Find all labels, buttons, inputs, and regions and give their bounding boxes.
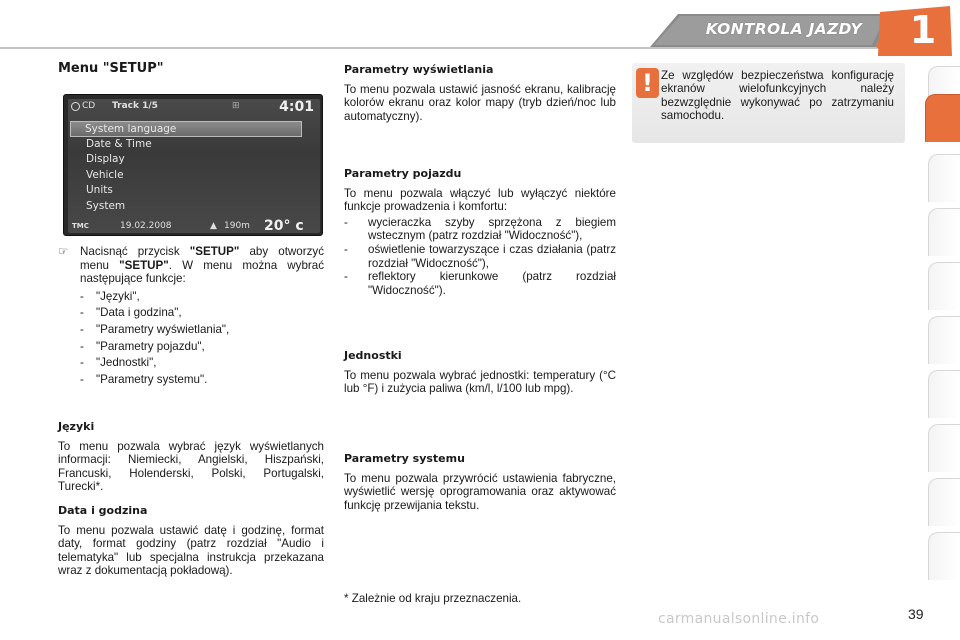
- screen-menu-item: Display: [86, 153, 125, 165]
- footnote: * Zależnie od kraju przeznaczenia.: [344, 592, 522, 605]
- section-data-godzina: [58, 504, 324, 578]
- side-tab[interactable]: [928, 532, 960, 580]
- section-text: To menu pozwala ustawić jasność ekranu, kalibrację kolorów ekranu oraz kolor mapy (tryb dzień/noc lub automatyczny).: [344, 82, 616, 123]
- chapter-header: [0, 0, 960, 60]
- left-column-intro: [58, 245, 324, 389]
- screen-date: 19.02.2008: [120, 221, 172, 231]
- setup-key-label: "SETUP": [119, 258, 169, 272]
- intro-text: aby otworzyć menu: [80, 245, 324, 272]
- intro-instruction: [58, 245, 324, 286]
- setup-screen-image: [63, 94, 323, 236]
- section-title: Menu "SETUP": [58, 61, 164, 76]
- screen-menu-item: Units: [86, 184, 113, 196]
- list-item: - oświetlenie towarzyszące i czas działania (patrz rozdział "Widoczność"),: [344, 242, 616, 270]
- intro-text: Nacisnąć przycisk: [80, 245, 190, 258]
- section-wyswietlanie: [344, 63, 616, 123]
- page-number: 39: [908, 606, 924, 622]
- screen-clock: 4:01: [279, 99, 314, 115]
- section-text: To menu pozwala wybrać jednostki: temperatury (°C lub °F) i zużycia paliwa (km/l, l/100 lub mpg).: [344, 368, 616, 396]
- side-tab[interactable]: [928, 424, 960, 472]
- list-item: - "Parametry pojazdu",: [80, 339, 205, 353]
- screen-menu-item: System: [86, 199, 126, 212]
- screen-menu-item: Date & Time: [86, 137, 152, 150]
- section-heading: Parametry pojazdu: [344, 167, 462, 180]
- chapter-title: KONTROLA JAZDY: [705, 20, 862, 38]
- section-heading: Data i godzina: [58, 504, 148, 517]
- side-tab-active[interactable]: [925, 94, 960, 142]
- list-item: - "Parametry systemu".: [80, 372, 208, 386]
- list-item: - "Parametry wyświetlania",: [80, 322, 230, 336]
- screen-menu-item-selected: System language: [70, 121, 302, 137]
- section-heading: Języki: [58, 420, 95, 433]
- section-heading: Parametry wyświetlania: [344, 63, 494, 76]
- section-jednostki: [344, 349, 616, 396]
- watermark: carmanualsonline.info: [658, 611, 820, 627]
- list-item: - "Języki",: [80, 289, 140, 303]
- warning-text: Ze względów bezpieczeństwa konfigurację ekranów wielofunkcyjnych należy bezwzględnie wykonywać po zatrzymaniu samochodu.: [661, 69, 894, 123]
- section-heading: Parametry systemu: [344, 452, 465, 465]
- section-system: [344, 452, 616, 512]
- list-item: - "Data i godzina",: [80, 306, 182, 320]
- side-tab[interactable]: [928, 154, 960, 202]
- setup-key-label: "SETUP": [189, 245, 240, 258]
- chapter-side-tabs: [928, 66, 960, 576]
- screen-distance: 190m: [224, 221, 250, 231]
- intro-text: . W menu można wybrać następujące funkcje:: [80, 258, 324, 286]
- screen-temperature: 20° c: [264, 218, 304, 234]
- screen-track: Track 1/5: [112, 101, 158, 111]
- cd-icon: [71, 102, 80, 111]
- side-tab[interactable]: [928, 316, 960, 364]
- list-item: - "Jednostki",: [80, 356, 157, 370]
- function-list: [58, 290, 324, 387]
- section-pojazd: [344, 167, 616, 297]
- grid-icon: ⊞: [232, 101, 240, 111]
- home-icon: ▲: [210, 221, 217, 231]
- screen-source: CD: [82, 101, 96, 111]
- pointer-icon: ☞: [58, 245, 69, 258]
- screen-menu-item: Vehicle: [86, 168, 124, 181]
- screen-bottom-bar: [68, 219, 320, 233]
- side-tab[interactable]: [928, 478, 960, 526]
- side-tab[interactable]: [928, 262, 960, 310]
- screen-status-bar: [68, 99, 320, 113]
- section-heading: Jednostki: [344, 349, 402, 362]
- warning-exclamation-icon: !: [636, 68, 659, 98]
- screen-setup-menu: [68, 121, 320, 214]
- section-text: To menu pozwala ustawić datę i godzinę, format daty, format godziny (patrz rozdział "Audio i telematyka" lub specjalna instrukcja przekazana wraz z dokumentacją pokładową).: [58, 523, 324, 578]
- side-tab[interactable]: [928, 370, 960, 418]
- list-item: - reflektory kierunkowe (patrz rozdział "Widoczność").: [344, 270, 616, 297]
- list-item: - wycieraczka szyby sprzężona z biegiem wstecznym (patrz rozdział "Widoczność"),: [344, 215, 616, 243]
- chapter-number: 1: [909, 8, 937, 52]
- section-text: To menu pozwala przywrócić ustawienia fabryczne, wyświetlić wersję oprogramowania oraz aktywować funkcję przewijania tekstu.: [344, 471, 616, 512]
- section-text: To menu pozwala włączyć lub wyłączyć niektóre funkcje prowadzenia i komfortu:: [344, 186, 616, 214]
- side-tab[interactable]: [928, 208, 960, 256]
- screen-tmc: TMC: [72, 222, 89, 230]
- section-text: To menu pozwala wybrać język wyświetlanych informacji: Niemiecki, Angielski, Hiszpański, Francuski, Holenderski, Polski, Portugalski, Turecki*.: [58, 439, 324, 494]
- section-jezyki: [58, 420, 324, 494]
